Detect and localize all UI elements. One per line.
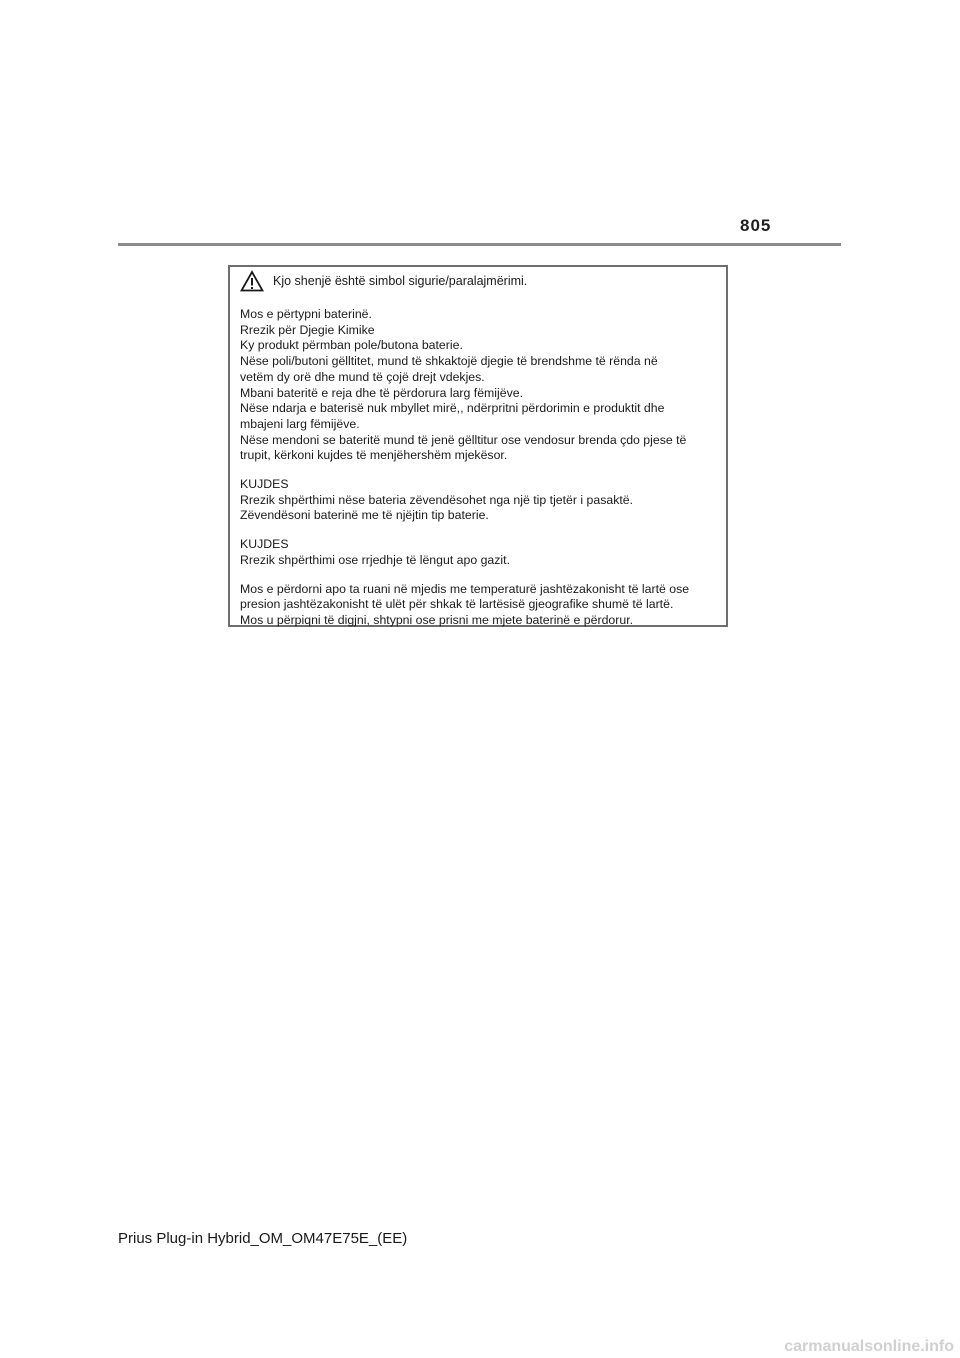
text-line: Rrezik shpërthimi ose rrjedhje të lëngut apo gazit. [240, 552, 510, 567]
text-line: Nëse ndarja e baterisë nuk mbyllet mirë,, ndërpritni përdorimin e produktit dhe [240, 401, 665, 416]
text-line: Ky produkt përmban pole/butona baterie. [240, 338, 463, 353]
warning-header-text: Kjo shenjë është simbol sigurie/paralajmërimi. [273, 274, 528, 288]
manual-footer: Prius Plug-in Hybrid_OM_OM47E75E_(EE) [118, 1230, 408, 1247]
caution-leak-paragraph [240, 537, 720, 568]
text-line: Mos u përpiqni të digjni, shtypni ose prisni me mjete baterinë e përdorur. [240, 612, 634, 627]
header-divider [118, 243, 841, 246]
battery-warning-box [228, 265, 728, 627]
text-line: presion jashtëzakonisht të ulët për shkak të lartësisë gjeografike shumë të lartë. [240, 597, 674, 612]
text-line: mbajeni larg fëmijëve. [240, 416, 360, 431]
text-line: Zëvendësoni baterinë me të njëjtin tip baterie. [240, 508, 489, 523]
text-line: Mos e përdorni apo ta ruani në mjedis me temperaturë jashtëzakonisht të lartë ose [240, 581, 690, 596]
text-line: trupit, kërkoni kujdes të menjëhershëm mjekësor. [240, 448, 508, 463]
watermark: carmanualsonline.info [784, 1338, 954, 1355]
text-line: Nëse poli/butoni gëlltitet, mund të shkaktojë djegie të brendshme të rënda në [240, 354, 658, 369]
text-line: vetëm dy orë dhe mund të çojë drejt vdekjes. [240, 369, 485, 384]
text-line: Nëse mendoni se bateritë mund të jenë gëlltitur ose vendosur brenda çdo pjese të [240, 432, 687, 447]
text-line: KUJDES [240, 537, 289, 552]
warning-body [240, 307, 720, 642]
caution-replacement-paragraph [240, 477, 720, 524]
text-line: Rrezik për Djegie Kimike [240, 322, 375, 337]
text-line: Mos e përtypni baterinë. [240, 307, 372, 321]
environment-warning-paragraph [240, 582, 720, 629]
text-line: KUJDES [240, 477, 289, 492]
page-number: 805 [740, 216, 772, 235]
swallow-warning-paragraph [240, 307, 720, 464]
warning-triangle-icon [240, 270, 264, 292]
text-line: Mbani bateritë e reja dhe të përdorura larg fëmijëve. [240, 385, 523, 400]
text-line: Rrezik shpërthimi nëse bateria zëvendësohet nga një tip tjetër i pasaktë. [240, 492, 634, 507]
warning-header [240, 269, 527, 293]
